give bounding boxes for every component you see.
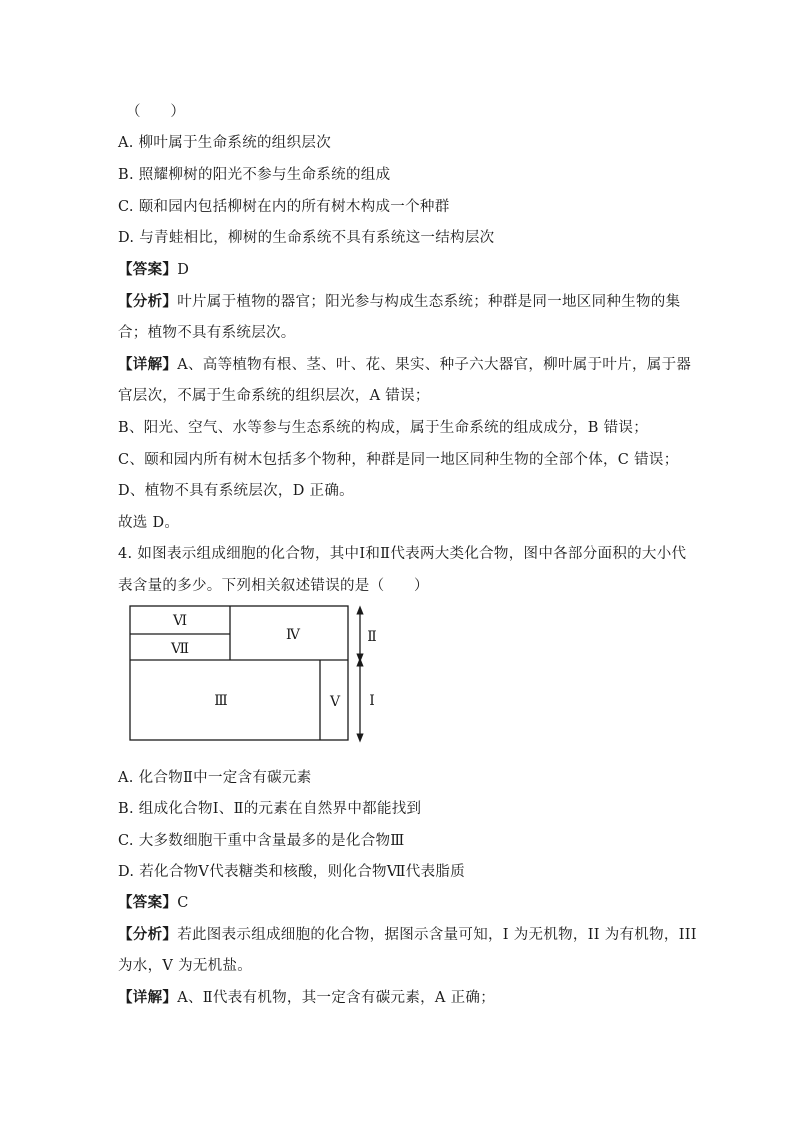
- q3-answer-value: D: [177, 262, 190, 278]
- label-vi: Ⅵ: [172, 614, 188, 629]
- q4-option-a: A. 化合物Ⅱ中一定含有碳元素: [118, 770, 312, 786]
- q3-analysis-line-1: [118, 292, 680, 312]
- label-iv: Ⅳ: [286, 628, 300, 643]
- q3-detail-line-5: D、植物不具有系统层次，D 正确。: [118, 483, 354, 499]
- q4-answer-value: C: [177, 895, 189, 911]
- q3-detail-line-2: 官层次，不属于生命系统的组织层次，A 错误；: [118, 388, 430, 404]
- q4-option-d: D. 若化合物Ⅴ代表糖类和核酸，则化合物Ⅶ代表脂质: [118, 864, 466, 880]
- label-ii: Ⅱ: [367, 630, 377, 645]
- q3-option-d: D. 与青蛙相比，柳树的生命系统不具有系统这一结构层次: [118, 230, 495, 246]
- q4-option-c: C. 大多数细胞干重中含量最多的是化合物Ⅲ: [118, 833, 405, 849]
- label-i: Ⅰ: [369, 694, 375, 709]
- q4-stem-line-2: 表含量的多少。下列相关叙述错误的是（ ）: [118, 578, 429, 594]
- q4-analysis-line-2: 为水，V 为无机盐。: [118, 958, 253, 974]
- q4-analysis-text-1: 若此图表示组成细胞的化合物，据图示含量可知，I 为无机物，II 为有机物，III: [177, 927, 697, 943]
- q4-detail-text-1: A、Ⅱ代表有机物，其一定含有碳元素，A 正确；: [177, 990, 496, 1006]
- q3-analysis-tag: 【分析】: [118, 293, 178, 310]
- q3-analysis-text-1: 叶片属于植物的器官；阳光参与构成生态系统；种群是同一地区同种生物的集: [177, 294, 681, 310]
- q3-option-c: C. 颐和园内包括柳树在内的所有树木构成一个种群: [118, 199, 450, 215]
- label-v: Ⅴ: [329, 695, 341, 710]
- q3-option-b: B. 照耀柳树的阳光不参与生命系统的组成: [118, 167, 391, 183]
- q3-analysis-line-2: 合；植物不具有系统层次。: [118, 325, 296, 341]
- q4-detail-tag: 【详解】: [118, 989, 178, 1006]
- q4-detail-line-1: [118, 988, 495, 1008]
- q4-answer-line: [118, 893, 189, 913]
- q3-answer-tag: 【答案】: [118, 261, 178, 278]
- label-iii: Ⅲ: [214, 694, 228, 709]
- q3-answer-blank: （ ）: [126, 104, 186, 120]
- q3-detail-line-1: [118, 355, 691, 375]
- q4-analysis-line-1: [118, 925, 697, 945]
- q3-answer-line: [118, 260, 189, 280]
- diagram-outer-box: [130, 606, 348, 740]
- q3-option-a: A. 柳叶属于生命系统的组织层次: [118, 135, 331, 151]
- q3-detail-line-3: B、阳光、空气、水等参与生态系统的构成，属于生命系统的组成成分，B 错误；: [118, 420, 649, 436]
- q4-answer-tag: 【答案】: [118, 894, 178, 911]
- label-vii: Ⅶ: [170, 642, 190, 657]
- q4-option-b: B. 组成化合物Ⅰ、Ⅱ的元素在自然界中都能找到: [118, 801, 422, 817]
- q3-detail-tag: 【详解】: [118, 356, 178, 373]
- compound-area-diagram: [120, 600, 400, 750]
- q4-analysis-tag: 【分析】: [118, 926, 178, 943]
- q3-conclusion: 故选 D。: [118, 515, 180, 531]
- q3-detail-text-1: A、高等植物有根、茎、叶、花、果实、种子六大器官，柳叶属于叶片，属于器: [177, 357, 692, 373]
- q3-detail-line-4: C、颐和园内所有树木包括多个物种，种群是同一地区同种生物的全部个体，C 错误；: [118, 452, 679, 468]
- q4-stem-line-1: 4. 如图表示组成细胞的化合物，其中Ⅰ和Ⅱ代表两大类化合物，图中各部分面积的大小代: [118, 546, 687, 562]
